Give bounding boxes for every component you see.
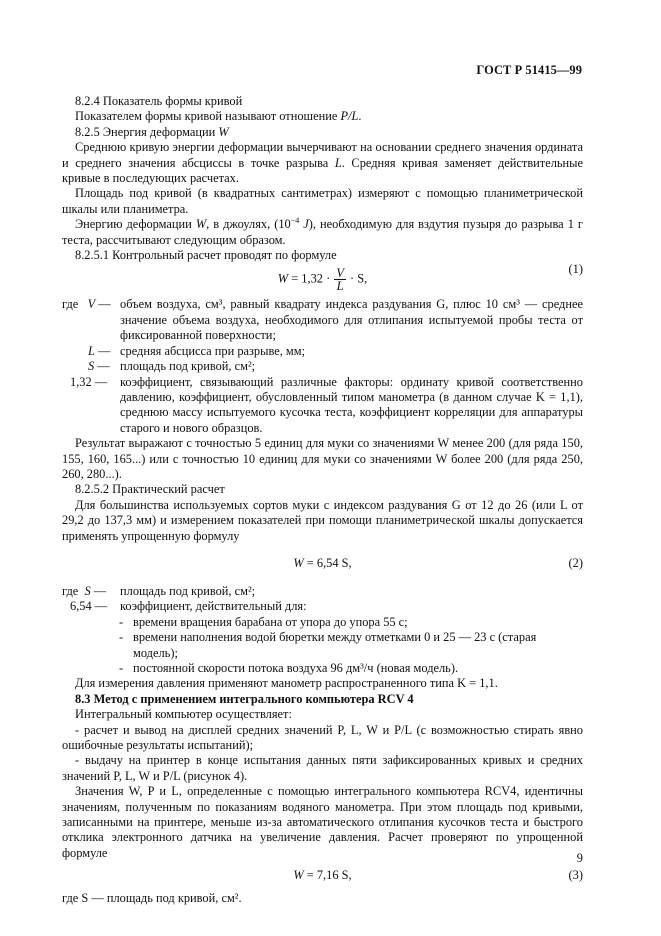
formula-1-number: (1) — [568, 262, 583, 277]
paragraph-final-legend: где S — площадь под кривой, см². — [62, 891, 242, 906]
page-body — [62, 94, 583, 907]
paragraph-practical: Для большинства используемых сортов муки с индексом раздувания G от 12 до 26 (или L от 29,2 до 137,3 мм) и измерением показателей при помощи планиметрической шкалы допускается применять упрощенную формулу — [62, 497, 583, 543]
bullet-item: - времени вращения барабана от упора до упора 55 с; — [119, 614, 408, 629]
section-heading-8-2-4: 8.2.4 Показатель формы кривой — [75, 94, 243, 108]
legend-item-l: средняя абсцисса при разрыве, мм; — [120, 343, 306, 358]
section-heading-8-2-5-2: 8.2.5.2 Практический расчет — [75, 482, 225, 497]
bullet-item: - времени наполнения водой бюретки между отметками 0 и 25 — 23 с (старая модель); — [119, 630, 537, 660]
computer-function-1: - расчет и вывод на дисплей средних значений P, L, W и P/L (с возможностью стирать явно ошибочные результаты испытаний); — [62, 722, 583, 753]
document-code: ГОСТ Р 51415—99 — [476, 63, 582, 77]
formula-2: W = 6,54 S, (2) — [293, 555, 583, 570]
legend-item-coefficient: коэффициент, связывающий различные факторы: ординату кривой соответственно давлению, коэффициент, обусловленный типом манометра (в данном случае K = 1,1), среднюю массу испытуемого кусочка теста, коэффициент корреляции для аппаратуры старого и нового образцов. — [120, 374, 583, 435]
formula-1-legend: где V — объем воздуха, см³, равный квадрату индекса раздувания G, плюс 10 см³ — среднее значение объема воздуха, необходимого для отлипания испытуемой пробы теста от фиксированной поверхности; L — средняя абсцисса при разрыве, мм; S — площадь под кривой, см²; 1,32 — коэффициент, связывающий различные факторы: ординату кривой соответственно давлению, коэффициент, обусловленный типом манометра (в данном случае K = 1,1), среднюю массу испытуемого кусочка теста, коэффициент корреляции для аппаратуры старого и нового образцов. — [62, 297, 583, 435]
formula-1: W = 1,32 · $\frac{V}{L}$ · S, (1) — [277, 262, 583, 294]
page-number: 9 — [576, 851, 583, 865]
bullet-item: - постоянной скорости потока воздуха 96 дм³/ч (новая модель). — [119, 661, 459, 675]
legend-item-s: площадь под кривой, см²; — [120, 359, 256, 374]
legend-item-v: объем воздуха, см³, равный квадрату индекса раздувания G, плюс 10 см³ — среднее значение объема воздуха, необходимого для отлипания испытуемой пробы теста от фиксированной поверхности; — [120, 297, 583, 343]
paragraph-area-measure: Площадь под кривой (в квадратных сантиметрах) измеряют с помощью планиметрической шкалы или планиметра. — [62, 186, 583, 216]
paragraph-result-precision: Результат выражают с точностью 5 единиц для муки со значениями W менее 200 (для ряда 150, 155, 160, 165...) или с точностью 10 единиц для муки со значениями W более 200 (для ряда 250, 260, 280...). — [62, 436, 583, 481]
paragraph-computer: Интегральный компьютер осуществляет: — [75, 707, 292, 722]
section-heading-8-3: 8.3 Метод с применением интегрального компьютера RCV 4 — [75, 691, 414, 706]
paragraph-average-curve: Среднюю кривую энергии деформации вычерчивают на основании среднего значения ордината и среднего значения абсциссы в точке разрыва L. Средняя кривая заменяет действительные кривые в последующих расчетах. — [62, 140, 583, 186]
legend2-item-coefficient: коэффициент, действительный для: — [120, 599, 307, 614]
paragraph-values: Значения W, P и L, определенные с помощью интегрального компьютера RCV4, идентичны значениям, полученным по показаниям водяного манометра. При этом площадь под кривыми, записанными на принтере, меньше из-за автоматического отлипания кусочков теста и быстрого отклика электронного датчика на увеличение давления. Расчет проверяют по упрощенной формуле — [62, 784, 583, 860]
formula-3: W = 7,16 S, (3) — [293, 868, 583, 883]
formula-2-legend: где S — площадь под кривой, см²; 6,54 — коэффициент, действительный для: — [62, 584, 583, 615]
legend2-item-s: площадь под кривой, см²; — [120, 583, 256, 598]
section-heading-8-2-5-1: 8.2.5.1 Контрольный расчет проводят по формуле — [75, 248, 337, 263]
section-heading-8-2-5: 8.2.5 Энергия деформации W — [75, 124, 229, 139]
computer-function-2: - выдачу на принтер в конце испытания данных пяти зафиксированных кривых и средних значений P, L, W и P/L (рисунок 4). — [62, 753, 583, 783]
formula-2-number: (2) — [568, 555, 583, 570]
paragraph-pressure: Для измерения давления применяют манометр распространенного типа K = 1,1. — [75, 676, 498, 691]
shape-index-definition: Показателем формы кривой называют отношение P/L. — [75, 109, 362, 124]
paragraph-energy: Энергию деформации W, в джоулях, ($10^{-4}$ J), необходимую для вздутия пузыря до разрыва 1 г теста, рассчитывают следующим образом. — [62, 216, 583, 247]
formula-3-number: (3) — [568, 868, 583, 883]
